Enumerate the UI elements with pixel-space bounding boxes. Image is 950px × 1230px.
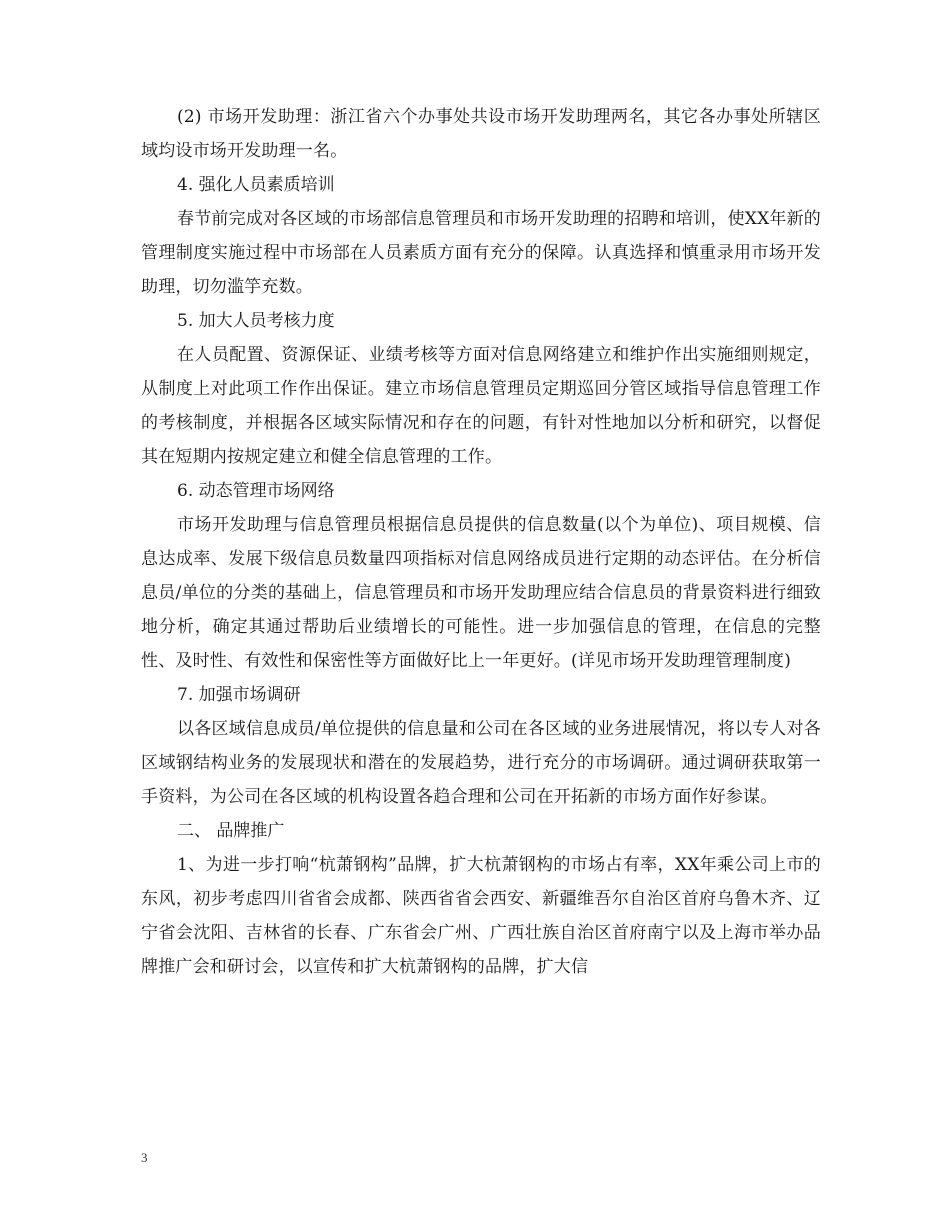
page-number: 3 bbox=[141, 1150, 148, 1165]
paragraph-dynamic-management: 市场开发助理与信息管理员根据信息员提供的信息数量(以个为单位)、项目规模、信息达成率、发展下级信息员数量四项指标对信息网络成员进行定期的动态评估。在分析信息员/单位的分类的基础上，信息管理员和市场开发助理应结合信息员的背景资料进行细致地分析，确定其通过帮助后业绩增长的可能性。进一步加强信息的管理，在信息的完整性、及时性、有效性和保密性等方面做好比上一年更好。(详见市场开发助理管理制度) bbox=[141, 515, 821, 671]
heading-assessment: 5. 加大人员考核力度 bbox=[177, 311, 335, 331]
paragraph-market-research: 以各区域信息成员/单位提供的信息量和公司在各区域的业务进展情况，将以专人对各区域钢结构业务的发展现状和潜在的发展趋势，进行充分的市场调研。通过调研获取第一手资料，为公司在各区域的机构设置各趋合理和公司在开拓新的市场方面作好参谋。 bbox=[141, 719, 821, 807]
paragraph-brand-promotion: 1、为进一步打响“杭萧钢构”品牌，扩大杭萧钢构的市场占有率，XX年乘公司上市的东风，初步考虑四川省省会成都、陕西省省会西安、新疆维吾尔自治区首府乌鲁木齐、辽宁省会沈阳、吉林省的长春、广东省会广州、广西壮族自治区首府南宁以及上海市举办品牌推广会和研讨会，以宣传和扩大杭萧钢构的品牌，扩大信 bbox=[141, 855, 821, 977]
document-page bbox=[141, 100, 821, 984]
paragraph-training: 春节前完成对各区域的市场部信息管理员和市场开发助理的招聘和培训，使XX年新的管理制度实施过程中市场部在人员素质方面有充分的保障。认真选择和慎重录用市场开发助理，切勿滥竽充数。 bbox=[141, 209, 821, 297]
paragraph-assessment: 在人员配置、资源保证、业绩考核等方面对信息网络建立和维护作出实施细则规定，从制度上对此项工作作出保证。建立市场信息管理员定期巡回分管区域指导信息管理工作的考核制度，并根据各区域实际情况和存在的问题，有针对性地加以分析和研究，以督促其在短期内按规定建立和健全信息管理的工作。 bbox=[141, 345, 821, 467]
heading-market-research: 7. 加强市场调研 bbox=[177, 685, 301, 705]
heading-training: 4. 强化人员素质培训 bbox=[177, 175, 335, 195]
heading-brand-promotion: 二、 品牌推广 bbox=[177, 821, 285, 841]
heading-dynamic-management: 6. 动态管理市场网络 bbox=[177, 481, 335, 501]
paragraph-market-assistant: (2) 市场开发助理：浙江省六个办事处共设市场开发助理两名，其它各办事处所辖区域均设市场开发助理一名。 bbox=[141, 107, 821, 161]
